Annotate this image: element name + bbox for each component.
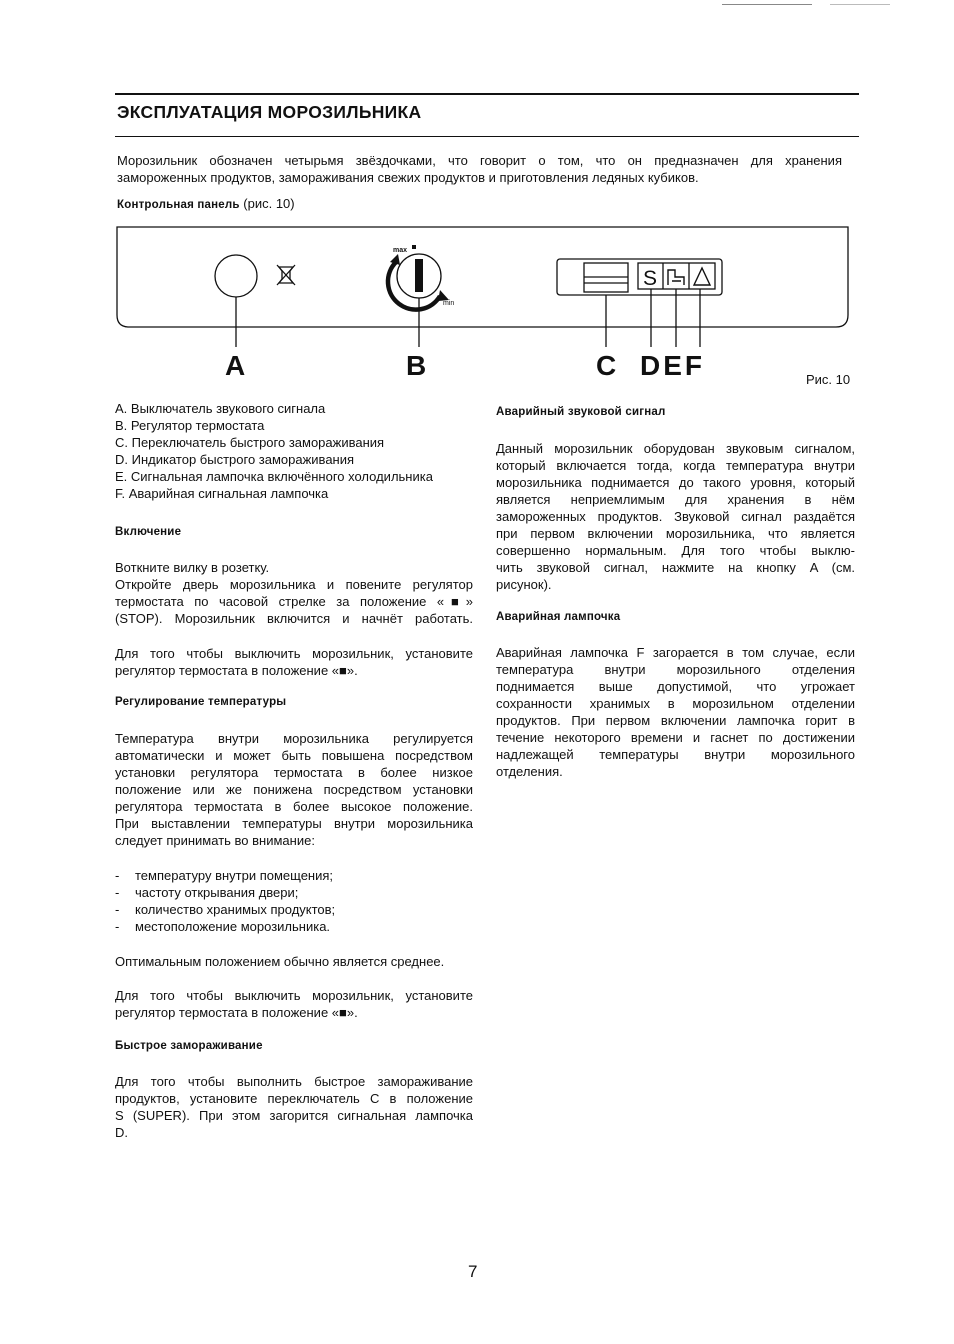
text-line: следует принимать во внимание:: [115, 833, 315, 848]
alarm-lamp-icon: [694, 268, 710, 285]
page-title: ЭКСПЛУАТАЦИЯ МОРОЗИЛЬНИКА: [117, 102, 422, 122]
bullet-item: - частоту открывания двери;: [115, 885, 299, 900]
legend-item: A. Выключатель звукового сигнала: [115, 401, 326, 416]
temperature-paragraph: [115, 730, 473, 849]
page-number: 7: [468, 1262, 478, 1281]
text-line: продуктов. При первом включении лампочка горит в: [496, 713, 855, 728]
text-line: продуктов, установите переключатель C в положение: [115, 1091, 473, 1106]
text-line: замороженных продуктов. Звуковой сигнал раздаётся: [496, 509, 855, 524]
bullet-item: - местоположение морозильника.: [115, 919, 331, 934]
label-b: B: [406, 350, 427, 381]
text-line: поднимается выше допустимой, что угрожает: [496, 679, 855, 694]
text-line: Для того чтобы выключить морозильник, установите: [115, 646, 473, 661]
text-line: рисунок).: [496, 577, 552, 592]
panel-heading-bold: Контрольная панель: [117, 199, 240, 211]
text-line: отделения.: [496, 764, 563, 779]
text-line: надлежащей температуры внутри морозильного: [496, 747, 855, 762]
text-line: Аварийная лампочка F загорается в том случае, если: [496, 645, 855, 660]
label-def: DEF: [640, 350, 705, 381]
legend-item: D. Индикатор быстрого замораживания: [115, 452, 355, 467]
fast-freeze-paragraph: [115, 1073, 473, 1141]
text-line: чить звуковой сигнал, нажмите на кнопку A (см.: [496, 560, 855, 575]
label-a: A: [225, 350, 246, 381]
panel-heading-rest: (рис. 10): [239, 196, 295, 211]
alarm-lamp-paragraph: [496, 644, 855, 780]
text-line: автоматически и может быть повышена посредством: [115, 748, 473, 763]
buzzer-off-icon: [277, 265, 295, 285]
text-line: (STOP). Морозильник включится и начнёт работать.: [115, 611, 473, 626]
legend-item: C. Переключатель быстрого замораживания: [115, 435, 385, 450]
figure-caption: Рис. 10: [806, 372, 851, 387]
panel-outline: [117, 227, 848, 327]
legend-item: E. Сигнальная лампочка включённого холодильника: [115, 469, 433, 484]
switch-on-heading: Включение: [115, 526, 182, 538]
text-line: совершенно нормальным. Для того чтобы выклю-: [496, 543, 855, 558]
text-line: установки регулятора термостата в более низкое: [115, 765, 473, 780]
switch-s-label: S: [643, 267, 658, 290]
legend-list: [115, 400, 473, 502]
text-line: температура внутри морозильного отделения: [496, 662, 855, 677]
text-line: Откройте дверь морозильника и повените регулятор: [115, 577, 473, 592]
text-line: регулятор термостата в положение «■».: [115, 1005, 358, 1020]
alarm-sound-paragraph: [496, 440, 855, 593]
text-line: Данный морозильник оборудован звуковым сигналом,: [496, 441, 855, 456]
text-line: является неприемлимым для хранения в нём: [496, 492, 855, 507]
alarm-lamp-heading: Аварийная лампочка: [496, 611, 621, 623]
text-line: который включается тогда, когда температура внутри: [496, 458, 855, 473]
text-line: регулятора термостата в более высокое положение.: [115, 799, 473, 814]
text-line: термостата по часовой стрелке за положение «■»: [115, 594, 473, 609]
optimal-paragraph: Оптимальным положением обычно является среднее.: [115, 954, 445, 969]
text-line: Для того чтобы выключить морозильник, установите: [115, 988, 473, 1003]
super-indicator-icon: [668, 270, 684, 285]
legend-item: B. Регулятор термостата: [115, 418, 265, 433]
control-panel-figure: [0, 0, 954, 400]
text-line: регулятор термостата в положение «■».: [115, 663, 358, 678]
stop-mark: [412, 245, 416, 249]
temperature-heading: Регулирование температуры: [115, 696, 287, 708]
legend-item: F. Аварийная сигнальная лампочка: [115, 486, 329, 501]
alarm-button: [215, 255, 257, 297]
text-line: при первом включении морозильника, что является: [496, 526, 855, 541]
text-line: положение или же понижена посредством установки: [115, 782, 473, 797]
switch-on-paragraph: [115, 559, 473, 627]
text-line: Для того чтобы выполнить быстрое замораживание: [115, 1074, 473, 1089]
temperature-off-paragraph: [115, 987, 473, 1021]
bullet-item: - количество хранимых продуктов;: [115, 902, 336, 917]
bullet-item: - температуру внутри помещения;: [115, 868, 334, 883]
label-c: C: [596, 350, 617, 381]
text-line: сохранности хранимых в морозильном отделении: [496, 696, 855, 711]
text-line: S (SUPER). При этом загорится сигнальная лампочка: [115, 1108, 473, 1123]
intro-line: замороженных продуктов, замораживания свежих продуктов и приготовления ледяных кубиков.: [117, 170, 699, 185]
dial-min-label: min: [443, 300, 455, 307]
text-line: При выставлении температуры внутри морозильника: [115, 816, 473, 831]
text-line: морозильника поднимается до такого уровня, который: [496, 475, 855, 490]
temperature-bullets: [115, 867, 473, 935]
dial-max-label: max: [393, 247, 408, 254]
fast-freeze-heading: Быстрое замораживание: [115, 1040, 263, 1052]
switch-off-paragraph: [115, 645, 473, 679]
text-line: Воткните вилку в розетку.: [115, 560, 270, 575]
text-line: D.: [115, 1125, 128, 1140]
text-line: Температура внутри морозильника регулируется: [115, 731, 473, 746]
intro-line: Морозильник обозначен четырьмя звёздочками, что говорит о том, что он предназначен для хранения: [117, 153, 842, 168]
text-line: течение некоторого времени и гаснет по достижении: [496, 730, 855, 745]
alarm-sound-heading: Аварийный звуковой сигнал: [496, 406, 666, 418]
